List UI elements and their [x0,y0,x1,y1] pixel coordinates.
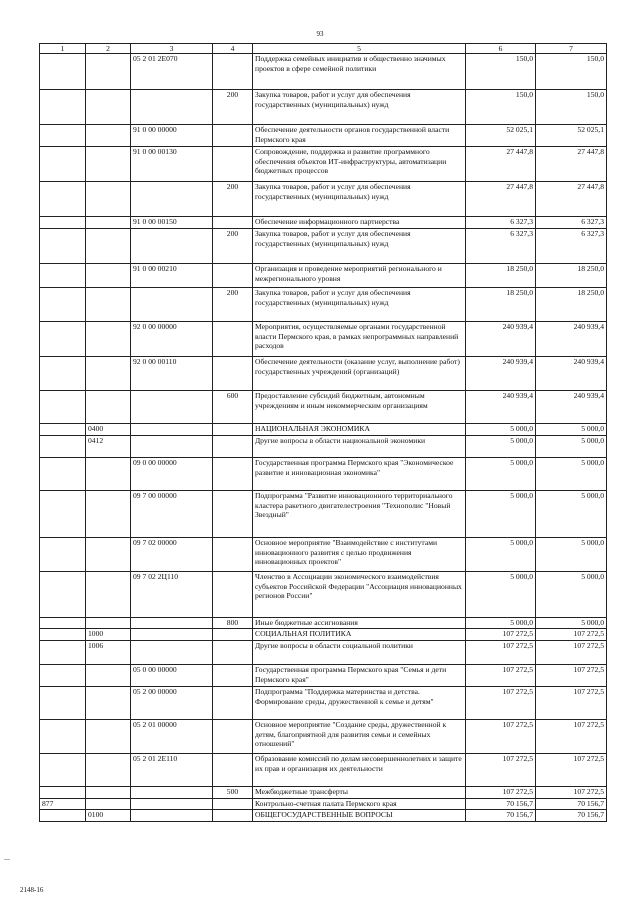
cell-target-code: 09 7 02 2Ц110 [131,572,213,618]
cell-section [86,90,131,125]
cell-col1 [40,572,86,618]
cell-amount-b: 5 000,0 [536,458,607,491]
table-row [40,217,607,229]
cell-target-code: 05 2 00 00000 [131,687,213,720]
cell-amount-b: 107 272,5 [536,687,607,720]
cell-expense-type [213,641,253,665]
table-row [40,787,607,799]
cell-target-code [131,391,213,424]
cell-amount-b: 52 025,1 [536,125,607,147]
cell-amount-a: 150,0 [466,54,536,90]
table-row [40,322,607,357]
cell-col1 [40,754,86,787]
cell-section [86,391,131,424]
header-cell: 7 [536,44,607,54]
cell-target-code: 92 0 00 00000 [131,322,213,357]
cell-name: Государственная программа Пермского края "Семья и дети Пермского края" [253,665,466,687]
header-cell: 4 [213,44,253,54]
cell-amount-b: 70 156,7 [536,810,607,822]
cell-section [86,229,131,264]
cell-target-code: 05 0 00 00000 [131,665,213,687]
cell-expense-type: 800 [213,618,253,629]
header-cell: 1 [40,44,86,54]
cell-amount-a: 5 000,0 [466,436,536,458]
cell-amount-b: 150,0 [536,90,607,125]
cell-amount-a: 5 000,0 [466,538,536,572]
cell-section [86,147,131,182]
cell-section [86,125,131,147]
table-row [40,641,607,665]
table-row [40,436,607,458]
cell-amount-b: 70 156,7 [536,799,607,810]
cell-name: ОБЩЕГОСУДАРСТВЕННЫЕ ВОПРОСЫ [253,810,466,822]
cell-name: Поддержка семейных инициатив и общественно значимых проектов в сфере семейной политики [253,54,466,90]
cell-section [86,618,131,629]
table-row [40,182,607,217]
footer-code: 2148-16 [20,886,44,894]
cell-amount-a: 107 272,5 [466,629,536,641]
table-row [40,54,607,90]
table-row [40,491,607,538]
cell-col1 [40,618,86,629]
cell-amount-a: 107 272,5 [466,720,536,754]
cell-amount-b: 18 250,0 [536,264,607,288]
cell-expense-type [213,538,253,572]
cell-section [86,217,131,229]
cell-amount-b: 27 447,8 [536,182,607,217]
cell-expense-type [213,424,253,436]
cell-col1 [40,322,86,357]
header-cell: 3 [131,44,213,54]
cell-amount-b: 240 939,4 [536,322,607,357]
cell-amount-b: 107 272,5 [536,641,607,665]
cell-amount-a: 27 447,8 [466,182,536,217]
table-row [40,629,607,641]
cell-target-code: 05 2 01 2Е110 [131,754,213,787]
cell-section: 0412 [86,436,131,458]
cell-target-code: 91 0 00 00130 [131,147,213,182]
cell-expense-type [213,754,253,787]
table-row [40,147,607,182]
page-number: 93 [316,30,324,38]
table-row [40,424,607,436]
cell-target-code [131,424,213,436]
cell-col1 [40,720,86,754]
cell-target-code [131,618,213,629]
cell-amount-b: 6 327,3 [536,217,607,229]
cell-col1 [40,424,86,436]
cell-section [86,458,131,491]
cell-amount-a: 240 939,4 [466,391,536,424]
cell-amount-a: 240 939,4 [466,357,536,391]
cell-expense-type [213,436,253,458]
cell-section [86,799,131,810]
cell-expense-type [213,629,253,641]
cell-name: Подпрограмма "Развитие инновационного территориального кластера ракетного двигателестроения "Технополис "Новый Звездный" [253,491,466,538]
cell-col1 [40,787,86,799]
cell-amount-a: 27 447,8 [466,147,536,182]
cell-name: Образование комиссий по делам несовершеннолетних и защите их прав и организация их деятельности [253,754,466,787]
cell-name: Обеспечение деятельности органов государственной власти Пермского края [253,125,466,147]
header-cell: 2 [86,44,131,54]
cell-col1 [40,217,86,229]
cell-section [86,264,131,288]
cell-col1 [40,491,86,538]
cell-expense-type [213,125,253,147]
cell-amount-b: 107 272,5 [536,665,607,687]
cell-col1 [40,641,86,665]
cell-amount-b: 6 327,3 [536,229,607,264]
table-row [40,357,607,391]
cell-expense-type [213,687,253,720]
cell-section [86,357,131,391]
cell-name: Иные бюджетные ассигнования [253,618,466,629]
cell-target-code: 91 0 00 00000 [131,125,213,147]
cell-section: 1006 [86,641,131,665]
cell-target-code [131,436,213,458]
cell-amount-a: 107 272,5 [466,687,536,720]
cell-amount-a: 5 000,0 [466,491,536,538]
cell-target-code [131,629,213,641]
table-row [40,799,607,810]
cell-col1 [40,264,86,288]
cell-amount-b: 240 939,4 [536,391,607,424]
cell-target-code: 91 0 00 00150 [131,217,213,229]
cell-expense-type: 200 [213,229,253,264]
cell-amount-a: 107 272,5 [466,641,536,665]
cell-expense-type [213,665,253,687]
cell-amount-b: 107 272,5 [536,787,607,799]
cell-name: Государственная программа Пермского края "Экономическое развитие и инновационная экономика" [253,458,466,491]
cell-expense-type [213,572,253,618]
cell-expense-type: 500 [213,787,253,799]
cell-expense-type: 600 [213,391,253,424]
cell-name: Подпрограмма "Поддержка материнства и детства. Формирование среды, дружественной к семье и детям" [253,687,466,720]
header-row [40,44,607,54]
cell-expense-type: 200 [213,90,253,125]
cell-expense-type [213,357,253,391]
cell-amount-b: 18 250,0 [536,288,607,322]
cell-target-code: 05 2 01 2Е070 [131,54,213,90]
table-row [40,288,607,322]
table-row [40,125,607,147]
cell-target-code [131,641,213,665]
table-row [40,720,607,754]
cell-amount-b: 5 000,0 [536,618,607,629]
table-row [40,810,607,822]
cell-amount-b: 5 000,0 [536,436,607,458]
cell-name: Предоставление субсидий бюджетным, автономным учреждениям и иным некоммерческим организациям [253,391,466,424]
cell-expense-type [213,54,253,90]
cell-expense-type [213,491,253,538]
cell-amount-a: 150,0 [466,90,536,125]
table-row [40,229,607,264]
cell-col1 [40,147,86,182]
cell-col1 [40,458,86,491]
cell-amount-a: 107 272,5 [466,665,536,687]
cell-expense-type [213,264,253,288]
cell-amount-a: 18 250,0 [466,288,536,322]
header-cell: 5 [253,44,466,54]
cell-amount-a: 70 156,7 [466,799,536,810]
cell-name: Закупка товаров, работ и услуг для обеспечения государственных (муниципальных) нужд [253,288,466,322]
cell-amount-a: 5 000,0 [466,424,536,436]
cell-name: Межбюджетные трансферты [253,787,466,799]
cell-target-code [131,799,213,810]
cell-target-code: 91 0 00 00210 [131,264,213,288]
cell-col1 [40,436,86,458]
cell-amount-a: 107 272,5 [466,787,536,799]
cell-name: Другие вопросы в области национальной экономики [253,436,466,458]
table-row [40,754,607,787]
cell-expense-type [213,720,253,754]
cell-col1 [40,538,86,572]
cell-expense-type [213,322,253,357]
cell-section [86,572,131,618]
cell-col1: 877 [40,799,86,810]
cell-col1 [40,182,86,217]
cell-section [86,288,131,322]
cell-name: Основное мероприятие "Взаимодействие с институтами инновационного развития с целью продвижения инновационных проектов" [253,538,466,572]
table-row [40,391,607,424]
cell-col1 [40,687,86,720]
cell-amount-b: 107 272,5 [536,720,607,754]
table-row [40,618,607,629]
cell-amount-b: 107 272,5 [536,754,607,787]
cell-amount-b: 107 272,5 [536,629,607,641]
cell-target-code: 05 2 01 00000 [131,720,213,754]
cell-name: Закупка товаров, работ и услуг для обеспечения государственных (муниципальных) нужд [253,229,466,264]
cell-name: Организация и проведение мероприятий регионального и межрегионального уровня [253,264,466,288]
cell-col1 [40,229,86,264]
cell-target-code: 09 0 00 00000 [131,458,213,491]
cell-name: Обеспечение информационного партнерства [253,217,466,229]
table-row [40,90,607,125]
cell-amount-b: 5 000,0 [536,572,607,618]
cell-expense-type [213,799,253,810]
cell-expense-type: 200 [213,182,253,217]
cell-expense-type [213,217,253,229]
cell-name: Членство в Ассоциации экономического взаимодействия субъектов Российской Федерации "Ассоциация инновационных регионов России" [253,572,466,618]
cell-expense-type [213,458,253,491]
cell-name: Мероприятия, осуществляемые органами государственной власти Пермского края, в рамках непрограммных направлений расходов [253,322,466,357]
cell-col1 [40,288,86,322]
cell-amount-a: 6 327,3 [466,229,536,264]
cell-section: 0100 [86,810,131,822]
cell-section [86,538,131,572]
cell-amount-a: 5 000,0 [466,572,536,618]
cell-section [86,54,131,90]
cell-name: Закупка товаров, работ и услуг для обеспечения государственных (муниципальных) нужд [253,90,466,125]
cell-amount-a: 5 000,0 [466,618,536,629]
cell-target-code [131,229,213,264]
cell-amount-b: 5 000,0 [536,538,607,572]
cell-name: Сопровождение, поддержка и развитие программного обеспечения объектов ИТ-инфраструктуры, автоматизации бюджетных процессов [253,147,466,182]
cell-target-code [131,182,213,217]
cell-section [86,720,131,754]
table-row [40,458,607,491]
cell-amount-b: 240 939,4 [536,357,607,391]
cell-amount-b: 5 000,0 [536,424,607,436]
cell-target-code [131,810,213,822]
cell-name: СОЦИАЛЬНАЯ ПОЛИТИКА [253,629,466,641]
cell-section [86,665,131,687]
cell-target-code [131,288,213,322]
table-row [40,538,607,572]
cell-amount-a: 5 000,0 [466,458,536,491]
cell-section: 1000 [86,629,131,641]
cell-section [86,687,131,720]
cell-col1 [40,629,86,641]
cell-section [86,754,131,787]
cell-section [86,322,131,357]
cell-name: НАЦИОНАЛЬНАЯ ЭКОНОМИКА [253,424,466,436]
cell-col1 [40,391,86,424]
cell-expense-type: 200 [213,288,253,322]
cell-name: Обеспечение деятельности (оказание услуг, выполнение работ) государственных учреждений (организаций) [253,357,466,391]
cell-target-code [131,787,213,799]
cell-amount-b: 5 000,0 [536,491,607,538]
cell-amount-a: 107 272,5 [466,754,536,787]
cell-col1 [40,357,86,391]
cell-amount-b: 150,0 [536,54,607,90]
cell-target-code: 92 0 00 00110 [131,357,213,391]
cell-target-code: 09 7 02 00000 [131,538,213,572]
table-row [40,665,607,687]
cell-name: Контрольно-счетная палата Пермского края [253,799,466,810]
header-cell: 6 [466,44,536,54]
cell-col1 [40,90,86,125]
cell-amount-a: 6 327,3 [466,217,536,229]
cell-expense-type [213,810,253,822]
table-row [40,264,607,288]
cell-amount-a: 18 250,0 [466,264,536,288]
budget-table [39,43,607,822]
cell-col1 [40,125,86,147]
cell-section [86,787,131,799]
table-row [40,687,607,720]
cell-col1 [40,665,86,687]
cell-amount-b: 27 447,8 [536,147,607,182]
cell-amount-a: 52 025,1 [466,125,536,147]
cell-name: Другие вопросы в области социальной политики [253,641,466,665]
cell-section [86,182,131,217]
cell-target-code: 09 7 00 00000 [131,491,213,538]
cell-col1 [40,54,86,90]
margin-mark: — [4,857,10,863]
table-row [40,572,607,618]
cell-amount-a: 240 939,4 [466,322,536,357]
cell-col1 [40,810,86,822]
cell-target-code [131,90,213,125]
cell-name: Закупка товаров, работ и услуг для обеспечения государственных (муниципальных) нужд [253,182,466,217]
cell-section: 0400 [86,424,131,436]
cell-section [86,491,131,538]
cell-expense-type [213,147,253,182]
cell-amount-a: 70 156,7 [466,810,536,822]
cell-name: Основное мероприятие "Создание среды, дружественной к детям, благоприятной для развития семьи и семейных отношений" [253,720,466,754]
